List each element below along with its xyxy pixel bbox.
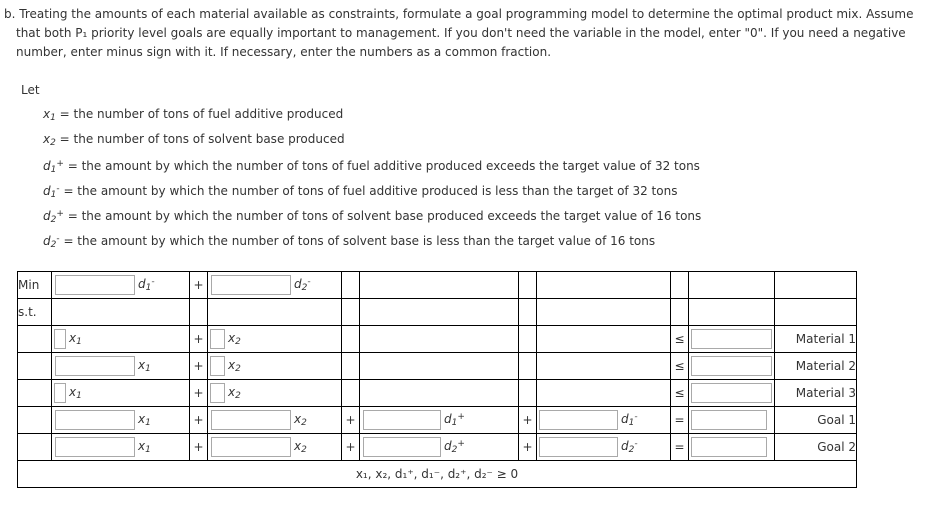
definition-x1: $x_1$ = the number of tons of fuel additive produced	[43, 107, 344, 123]
material-3-constraint-row	[18, 380, 857, 407]
plus-sign: +	[190, 326, 208, 353]
var-x1: $x_1$	[138, 358, 151, 374]
definition-d2-plus: $d_2^+$ = the amount by which the number of tons of solvent base produced exceeds the target value of 16 tons	[43, 209, 702, 225]
definition-x2: $x_2$ = the number of tons of solvent base produced	[43, 132, 345, 148]
goal-1-coef-x1-input[interactable]	[55, 410, 135, 430]
definition-d1-plus: $d_1^+$ = the amount by which the number of tons of fuel additive produced exceeds the target value of 32 tons	[43, 159, 700, 175]
var-x1: $x_1$	[69, 331, 82, 347]
material-3-rhs-input[interactable]	[691, 383, 772, 403]
variable-definitions	[43, 106, 701, 256]
plus-sign: +	[190, 407, 208, 434]
let-label: Let	[21, 83, 40, 97]
var-d1-minus: $d_1^-$	[138, 277, 155, 293]
goal-2-coef-x2-input[interactable]	[211, 437, 291, 457]
goal-1-label: Goal 1	[775, 407, 857, 434]
var-x2: $x_2$	[228, 385, 241, 401]
goal-2-label: Goal 2	[775, 434, 857, 461]
goal-2-coef-d2-minus-input[interactable]	[539, 437, 618, 457]
var-d2-plus: $d_2^+$	[444, 439, 465, 455]
var-d2-minus: $d_2^-$	[294, 277, 311, 293]
var-d1-plus: $d_1^+$	[444, 412, 465, 428]
definition-text: = the amount by which the number of tons of fuel additive produced is less than the target of 32 tons	[63, 184, 678, 198]
var-x1: $x_1$	[69, 385, 82, 401]
plus-sign: +	[190, 353, 208, 380]
var-x2: $x_2$	[294, 439, 307, 455]
material-2-label: Material 2	[775, 353, 857, 380]
objective-coef-d1-minus-input[interactable]	[55, 275, 135, 295]
question-line-2: that both P₁ priority level goals are equally important to management. If you don't need the variable in the model, enter "0". If you need a negative	[16, 26, 906, 40]
var-d2-minus: $d_2^-$	[621, 439, 638, 455]
goal-1-coef-x2-input[interactable]	[211, 410, 291, 430]
material-1-constraint-row	[18, 326, 857, 353]
definition-text: = the amount by which the number of tons of solvent base produced exceeds the target value of 16 tons	[67, 209, 702, 223]
definition-text: = the number of tons of solvent base produced	[59, 132, 345, 146]
goal-1-coef-d1-minus-input[interactable]	[539, 410, 618, 430]
material-1-coef-x2-input[interactable]	[210, 329, 225, 349]
subject-to-row	[18, 299, 857, 326]
material-3-coef-x2-input[interactable]	[210, 383, 225, 403]
definition-d2-minus: $d_2^-$ = the amount by which the number of tons of solvent base is less than the target value of 16 tons	[43, 234, 656, 250]
goal-1-coef-d1-plus-input[interactable]	[363, 410, 441, 430]
definition-text: = the amount by which the number of tons of fuel additive produced exceeds the target value of 32 tons	[67, 159, 700, 173]
goal-1-constraint-row	[18, 407, 857, 434]
question-text	[4, 5, 926, 62]
plus-sign: +	[342, 434, 360, 461]
nonnegativity-row	[18, 461, 857, 488]
material-2-rhs-input[interactable]	[691, 356, 772, 376]
goal-1-rhs-input[interactable]	[691, 410, 767, 430]
eq-sign: =	[671, 434, 689, 461]
material-3-coef-x1-input[interactable]	[54, 383, 66, 403]
leq-sign: ≤	[671, 326, 689, 353]
eq-sign: =	[671, 407, 689, 434]
var-x2: $x_2$	[294, 412, 307, 428]
material-2-coef-x1-input[interactable]	[55, 356, 135, 376]
goal-programming-model-table	[17, 271, 857, 488]
plus-sign: +	[190, 434, 208, 461]
plus-sign: +	[519, 407, 537, 434]
question-line-3: number, enter minus sign with it. If necessary, enter the numbers as a common fraction.	[16, 45, 552, 59]
leq-sign: ≤	[671, 380, 689, 407]
goal-2-coef-x1-input[interactable]	[55, 437, 135, 457]
leq-sign: ≤	[671, 353, 689, 380]
material-3-label: Material 3	[775, 380, 857, 407]
material-2-coef-x2-input[interactable]	[210, 356, 225, 376]
min-label: Min	[18, 272, 52, 299]
material-1-coef-x1-input[interactable]	[54, 329, 66, 349]
goal-2-coef-d2-plus-input[interactable]	[363, 437, 441, 457]
plus-sign: +	[190, 380, 208, 407]
var-x1: $x_1$	[138, 439, 151, 455]
definition-text: = the number of tons of fuel additive produced	[59, 107, 344, 121]
material-2-constraint-row	[18, 353, 857, 380]
var-x2: $x_2$	[228, 331, 241, 347]
nonnegativity-constraint: x₁, x₂, d₁⁺, d₁⁻, d₂⁺, d₂⁻ ≥ 0	[18, 461, 857, 488]
var-d1-minus: $d_1^-$	[621, 412, 638, 428]
material-1-rhs-input[interactable]	[691, 329, 772, 349]
goal-2-constraint-row	[18, 434, 857, 461]
definition-d1-minus: $d_1^-$ = the amount by which the number of tons of fuel additive produced is less than the target of 32 tons	[43, 184, 678, 200]
definition-text: = the amount by which the number of tons of solvent base is less than the target value of 16 tons	[63, 234, 656, 248]
var-x1: $x_1$	[138, 412, 151, 428]
var-x2: $x_2$	[228, 358, 241, 374]
goal-2-rhs-input[interactable]	[691, 437, 767, 457]
plus-sign: +	[190, 272, 208, 299]
plus-sign: +	[519, 434, 537, 461]
question-line-1: b. Treating the amounts of each material available as constraints, formulate a goal programming model to determine the optimal product mix. Assume	[4, 7, 914, 21]
st-label: s.t.	[18, 299, 52, 326]
objective-coef-d2-minus-input[interactable]	[211, 275, 291, 295]
objective-row	[18, 272, 857, 299]
plus-sign: +	[342, 407, 360, 434]
material-1-label: Material 1	[775, 326, 857, 353]
